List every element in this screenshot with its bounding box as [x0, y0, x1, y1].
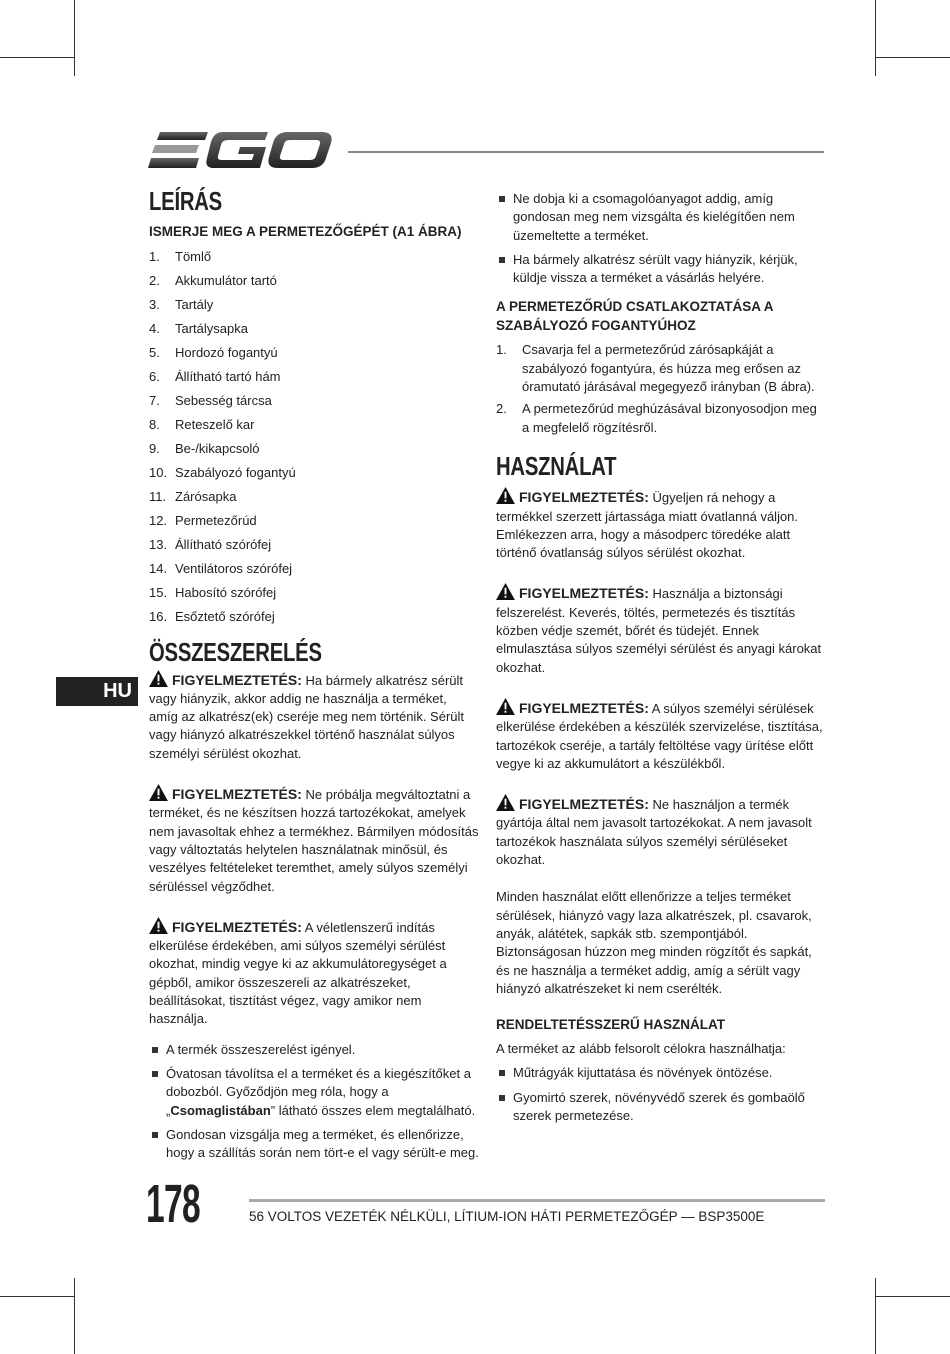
parts-list: [149, 245, 479, 629]
list-item: 6. Állítható tartó hám: [149, 369, 281, 385]
crop-mark: [0, 57, 75, 58]
footer-title: 56 VOLTOS VEZETÉK NÉLKÜLI, LÍTIUM-ION HÁTI PERMETEZŐGÉP — BSP3500E: [249, 1209, 765, 1224]
list-item: 1. Tömlő: [149, 249, 212, 265]
warning-triangle-icon: [496, 698, 515, 715]
warning-triangle-icon: [496, 583, 515, 600]
list-item: Óvatosan távolítsa el a terméket és a kiegészítőket a dobozból. Győződjön meg róla, hogy a „Csomaglistában” látható összes elem megtalálható.: [149, 1065, 479, 1120]
list-item: 2. A permetezőrúd meghúzásával bizonyosodjon meg a megfelelő rögzítésről.: [496, 401, 817, 435]
crop-mark: [74, 1278, 75, 1354]
crop-mark: [74, 0, 75, 76]
section-title-usage: HASZNÁLAT: [496, 450, 617, 481]
warning-paragraph: FIGYELMEZTETÉS: Ha bármely alkatrész sérült vagy hiányzik, akkor addig ne használja a terméket, amíg az alkatrész(ek) cseréje meg nem történik. Sérült vagy hiányzó alkatrészekkel történő használat súlyos személyi sérülést okozhat.: [149, 671, 465, 761]
warning-triangle-icon: [149, 917, 168, 934]
assembly-bullets: [149, 1041, 479, 1163]
list-item: Ne dobja ki a csomagolóanyagot addig, amíg gondosan meg nem vizsgálta és kielégítően nem üzemeltette a terméket.: [496, 190, 826, 245]
header-rule: [348, 151, 824, 153]
intended-use-bullets: [496, 1064, 826, 1125]
crop-mark: [875, 57, 950, 58]
warning-paragraph: FIGYELMEZTETÉS: Ne használjon a termék gyártója által nem javasolt tartozékokat. A nem javasolt tartozékok használata súlyos személyi sérüléseket okozhat.: [496, 796, 812, 868]
list-item: 14. Ventilátoros szórófej: [149, 561, 293, 577]
list-item: 4. Tartálysapka: [149, 321, 248, 337]
ego-logo: [148, 128, 332, 172]
list-item: Műtrágyák kijuttatása és növények öntözése.: [496, 1064, 826, 1082]
list-item: Gondosan vizsgálja meg a terméket, és ellenőrizze, hogy a szállítás során nem tört-e el vagy sérült-e meg.: [149, 1126, 479, 1163]
warning-triangle-icon: [149, 670, 168, 687]
list-item: 3. Tartály: [149, 297, 214, 313]
list-item: 10. Szabályozó fogantyú: [149, 465, 296, 481]
section-title-assembly: ÖSSZESZERELÉS: [149, 637, 322, 668]
parts-subtitle: ISMERJE MEG A PERMETEZŐGÉPÉT (A1 ÁBRA): [149, 224, 462, 240]
warning-paragraph: FIGYELMEZTETÉS: Ne próbálja megváltoztatni a terméket, és ne készítsen hozzá tartozékokat, amelyek nem javasoltak ehhez a termékhez. Bármilyen módosítás vagy változtatás helytelen használatnak minősül, és veszélyes feltételeket teremthet, amely súlyos személyi sérüléssel végződhet.: [149, 786, 479, 894]
svg-text:EGO: EGO: [148, 128, 151, 129]
page-number: 178: [146, 1174, 201, 1234]
language-tab: HU: [56, 677, 138, 706]
list-item: 15. Habosító szórófej: [149, 585, 277, 601]
list-item: 16. Esőztető szórófej: [149, 609, 275, 625]
packaging-bullets: [496, 190, 826, 287]
right-column: [496, 190, 826, 1131]
list-item: 2. Akkumulátor tartó: [149, 273, 277, 289]
crop-mark: [0, 1296, 75, 1297]
intended-use-title: RENDELTETÉSSZERŰ HASZNÁLAT: [496, 1017, 725, 1033]
list-item: Gyomirtó szerek, növényvédő szerek és gombaölő szerek permetezése.: [496, 1089, 826, 1126]
warning-triangle-icon: [496, 794, 515, 811]
list-item: 9. Be-/kikapcsoló: [149, 441, 260, 457]
crop-mark: [875, 1278, 876, 1354]
list-item: Ha bármely alkatrész sérült vagy hiányzik, kérjük, küldje vissza a terméket a vásárlás helyére.: [496, 251, 826, 288]
footer-rule: [249, 1199, 825, 1202]
warning-paragraph: FIGYELMEZTETÉS: Ügyeljen rá nehogy a termékkel szerzett jártassága miatt óvatlanná váljon. Emlékezzen arra, hogy a másodperc töredéke alatt történő óvatlanság súlyos sérülést okozhat.: [496, 489, 799, 561]
crop-mark: [875, 1296, 950, 1297]
warning-paragraph: FIGYELMEZTETÉS: A véletlenszerű indítás elkerülése érdekében, ami súlyos személyi sérülést okozhat, mindig vegye ki az akkumulátoregységet a gépből, amikor összeszereli az alkatrészeket, beállításokat, tisztítást végez, vagy amikor nem használja.: [149, 918, 447, 1027]
inspection-paragraph: Minden használat előtt ellenőrizze a teljes terméket sérülések, hiányzó vagy laza alkatrészek, pl. csavarok, anyák, alátétek, sapkák stb. szempontjából. Biztonságosan húzzon meg minden rögzítőt és sapkát, és ne használja a terméket addig, amíg a sérült vagy hiányzó alkatrészeket ki nem cserélték.: [496, 889, 812, 996]
warning-paragraph: FIGYELMEZTETÉS: Használja a biztonsági felszerelést. Keverés, töltés, permetezés és tisztítás közben védje szemét, bőrét és tüdejét. Ennek elmulasztása súlyos személyi sérülést és anyagi károkat okozhat.: [496, 585, 822, 675]
list-item: 12. Permetezőrúd: [149, 513, 257, 529]
attach-title: A PERMETEZŐRÚD CSATLAKOZTATÁSA A SZABÁLYOZÓ FOGANTYÚHOZ: [496, 299, 773, 334]
list-item: 11. Zárósapka: [149, 489, 237, 505]
list-item: 7. Sebesség tárcsa: [149, 393, 272, 409]
list-item: 5. Hordozó fogantyú: [149, 345, 278, 361]
left-column: [149, 186, 479, 1168]
attach-steps: [496, 341, 826, 436]
crop-mark: [875, 0, 876, 76]
intended-use-intro: A terméket az alább felsorolt célokra használhatja:: [496, 1041, 786, 1057]
warning-triangle-icon: [149, 784, 168, 801]
list-item: A termék összeszerelést igényel.: [149, 1041, 479, 1059]
warning-triangle-icon: [496, 487, 515, 504]
list-item: 1. Csavarja fel a permetezőrúd zárósapkáját a szabályozó fogantyúra, és húzza meg erősen az óramutató járásával megegyező irányban (B ábra).: [496, 342, 815, 395]
section-title-description: LEÍRÁS: [149, 186, 222, 216]
list-item: 8. Reteszelő kar: [149, 417, 255, 433]
warning-paragraph: FIGYELMEZTETÉS: A súlyos személyi sérülések elkerülése érdekében a készülék szervizelése, tisztítása, tartozékok cseréje, a tartály feltöltése vagy ürítése előtt vegye ki az akkumulátort a készülékből.: [496, 699, 823, 771]
list-item: 13. Állítható szórófej: [149, 537, 272, 553]
